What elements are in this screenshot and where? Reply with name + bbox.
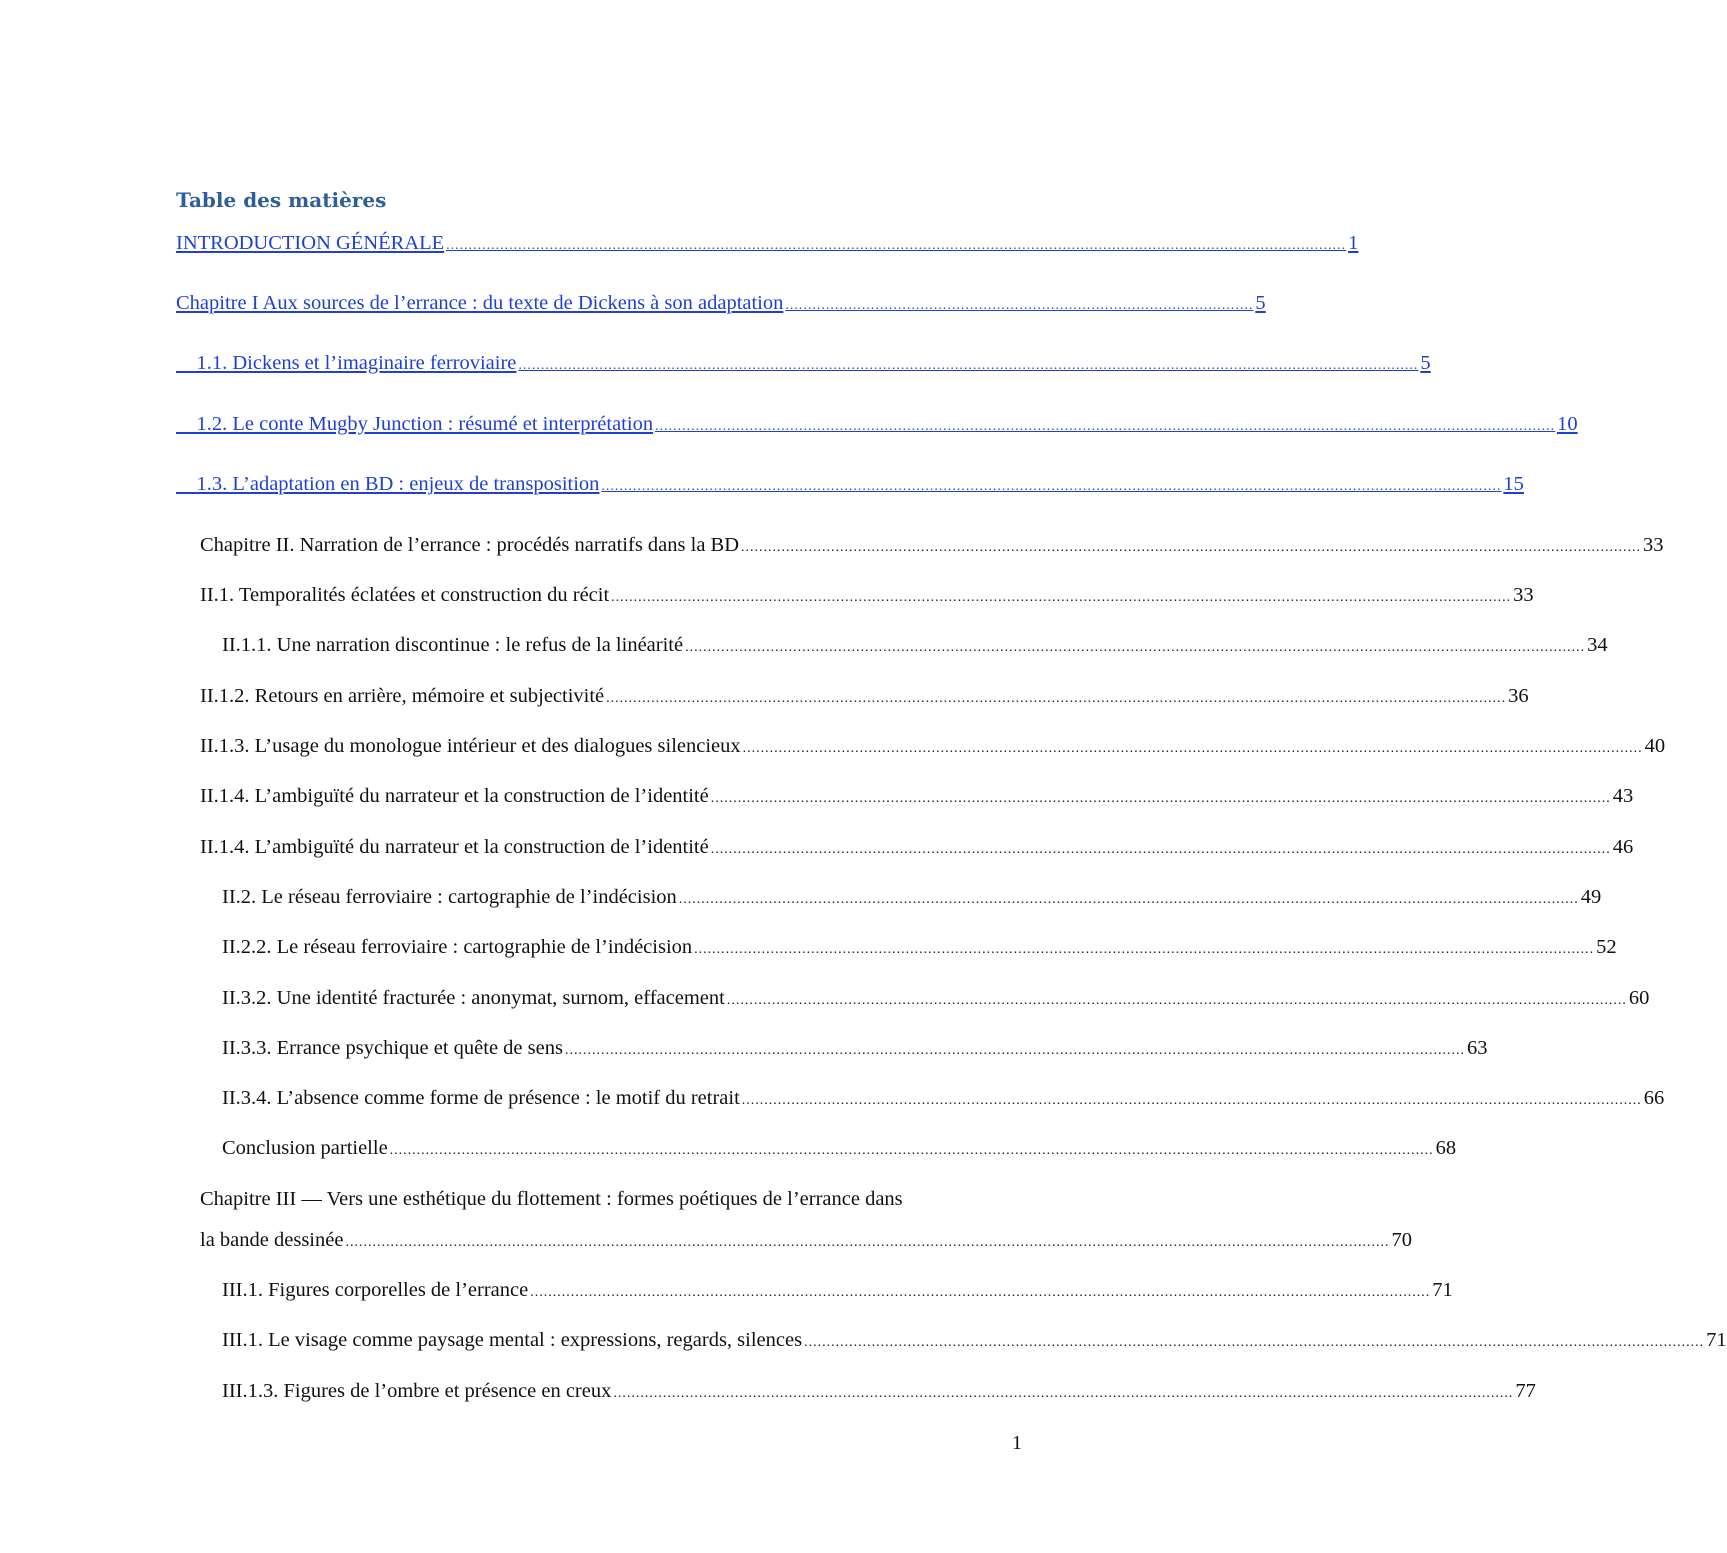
toc-entry-page: 34 <box>1587 634 1608 656</box>
dot-leader: ........................................................................................................................................................................................................ <box>606 691 1507 706</box>
toc-entry-page: 63 <box>1466 1037 1488 1059</box>
toc-entry-label: II.1.1. Une narration discontinue : le refus de la linéarité <box>222 634 684 656</box>
toc-entry-label: II.2.2. Le réseau ferroviaire : cartographie de l’indécision <box>222 936 693 958</box>
toc-entry-page: 5 <box>1255 292 1266 314</box>
dot-leader: ........................................................................................................................................................................................................ <box>678 892 1579 907</box>
toc-entry-page: 60 <box>1628 987 1650 1009</box>
dot-leader: ........................................................................................................................................................................................................ <box>726 993 1627 1008</box>
dot-leader: ........................................................................................................................................................................................................ <box>530 1285 1431 1300</box>
toc-entry-chapter-2 <box>200 532 1664 561</box>
toc-entry-2-1 <box>200 582 1534 611</box>
toc-entry-2-3-3 <box>222 1035 1488 1064</box>
dot-leader: ........................................................................................................................................................................................................ <box>601 479 1502 494</box>
toc-entry-label: II.3.4. L’absence comme forme de présence : le motif du retrait <box>222 1087 740 1109</box>
dot-leader: ........................................................................................................................................................................................................ <box>685 640 1586 655</box>
toc-entry-label: III.1. Le visage comme paysage mental : expressions, regards, silences <box>222 1329 803 1351</box>
dot-leader: ........................................................................................................................................................................................................................................ <box>345 1235 1390 1250</box>
toc-entry-2-1-1 <box>222 632 1608 661</box>
toc-entry-page: 66 <box>1643 1087 1665 1109</box>
toc-entry-2-3-2 <box>222 985 1650 1014</box>
toc-entry-3-1 <box>222 1277 1453 1306</box>
dot-leader: ........................................................................................................................................................................................................ <box>804 1335 1705 1350</box>
dot-leader: ........................................................................................................................................................................................................ <box>446 238 1347 253</box>
dot-leader: ........................................................................................................................................................................................................ <box>742 741 1643 756</box>
toc-entry-label: II.1.2. Retours en arrière, mémoire et subjectivité <box>200 685 605 707</box>
toc-entry-page: 15 <box>1503 473 1524 495</box>
toc-entry-3-1-b <box>222 1327 1727 1356</box>
toc-entry-page: 36 <box>1508 685 1529 707</box>
dot-leader: ........................................................................................................................................................................................................ <box>741 540 1642 555</box>
toc-entry-label: 1.3. L’adaptation en BD : enjeux de transposition <box>176 473 600 495</box>
toc-entry-page: 71 <box>1706 1329 1727 1351</box>
dot-leader: ........................................................................................................................................................................................................ <box>613 1386 1514 1401</box>
dot-leader: ........................................................................................................................................................................................................ <box>564 1043 1465 1058</box>
toc-entry-label: II.2. Le réseau ferroviaire : cartographie de l’indécision <box>222 886 677 908</box>
toc-entry-line2 <box>200 1220 1412 1263</box>
toc-entry-label-line2: la bande dessinée <box>200 1229 344 1251</box>
toc-entry-page: 33 <box>1513 584 1534 606</box>
toc-entry-page: 40 <box>1644 735 1666 757</box>
dot-leader: ........................................................................................................................................................................................................ <box>655 419 1556 434</box>
toc-entry-chapter-1[interactable] <box>176 290 1266 319</box>
toc-entry-label: II.3.2. Une identité fracturée : anonymat, surnom, effacement <box>222 987 725 1009</box>
toc-entry-1-1[interactable] <box>176 350 1431 379</box>
dot-leader: ........................................................................................................................................................................................................ <box>518 358 1419 373</box>
dot-leader: ........................................................................................................................................................................................................ <box>710 791 1611 806</box>
toc-entry-page: 46 <box>1612 836 1634 858</box>
toc-entry-page: 33 <box>1643 534 1664 556</box>
toc-entry-label: II.1.4. L’ambiguïté du narrateur et la construction de l’identité <box>200 785 709 807</box>
toc-entry-label: Conclusion partielle <box>222 1137 388 1159</box>
toc-entry-2-1-2 <box>200 683 1529 712</box>
dot-leader: ........................................................................................................................................................................................................ <box>741 1093 1642 1108</box>
toc-entry-label: 1.1. Dickens et l’imaginaire ferroviaire <box>176 352 517 374</box>
toc-entry-2-2 <box>222 884 1602 913</box>
toc-entry-label: II.1.4. L’ambiguïté du narrateur et la construction de l’identité <box>200 836 709 858</box>
toc-entry-3-1-3 <box>222 1378 1536 1407</box>
toc-entry-page: 10 <box>1557 413 1578 435</box>
toc-entry-1-3[interactable] <box>176 471 1524 500</box>
toc-title: Table des matières <box>176 188 387 212</box>
toc-entry-page: 52 <box>1596 936 1617 958</box>
toc-entry-label: II.1.3. L’usage du monologue intérieur et des dialogues silencieux <box>200 735 741 757</box>
toc-entry-page: 1 <box>1348 232 1359 254</box>
dot-leader: ........................................................................................................................................................................................................ <box>694 942 1595 957</box>
toc-entry-page: 77 <box>1515 1380 1536 1402</box>
toc-entry-page: 49 <box>1580 886 1602 908</box>
toc-entry-chapter-3 <box>200 1179 1412 1263</box>
toc-entry-2-1-4-b <box>200 834 1634 863</box>
toc-entry-page: 68 <box>1435 1137 1457 1159</box>
toc-entry-2-1-3 <box>200 733 1666 762</box>
toc-entry-page: 43 <box>1612 785 1634 807</box>
dot-leader: ........................................................................................................................................................................................................ <box>611 590 1512 605</box>
toc-entry-page: 71 <box>1432 1279 1453 1301</box>
toc-entry-2-1-4 <box>200 783 1634 812</box>
toc-entry-label: INTRODUCTION GÉNÉRALE <box>176 232 445 254</box>
toc-entry-2-2-2 <box>222 934 1617 963</box>
toc-entry-conclusion-partielle <box>222 1135 1457 1164</box>
toc-entry-label-line1: Chapitre III — Vers une esthétique du flottement : formes poétiques de l’errance dans <box>200 1188 903 1210</box>
page-number: 1 <box>1012 1432 1022 1454</box>
dot-leader: ........................................................................................................ <box>785 298 1254 313</box>
toc-entry-1-2[interactable] <box>176 411 1578 440</box>
toc-entry-label: II.3.3. Errance psychique et quête de sens <box>222 1037 563 1059</box>
dot-leader: ........................................................................................................................................................................................................................................ <box>389 1143 1434 1158</box>
toc-entry-label: Chapitre II. Narration de l’errance : procédés narratifs dans la BD <box>200 534 740 556</box>
toc-entry-label: III.1. Figures corporelles de l’errance <box>222 1279 529 1301</box>
toc-entry-label: III.1.3. Figures de l’ombre et présence en creux <box>222 1380 612 1402</box>
toc-entry-label: 1.2. Le conte Mugby Junction : résumé et interprétation <box>176 413 654 435</box>
toc-entry-page: 5 <box>1420 352 1431 374</box>
toc-entry-label: II.1. Temporalités éclatées et construction du récit <box>200 584 610 606</box>
toc-entry-introduction[interactable] <box>176 230 1359 259</box>
dot-leader: ........................................................................................................................................................................................................ <box>710 842 1611 857</box>
toc-entry-page: 70 <box>1391 1229 1412 1251</box>
toc-entry-label: Chapitre I Aux sources de l’errance : du texte de Dickens à son adaptation <box>176 292 784 314</box>
toc-entry-2-3-4 <box>222 1085 1665 1114</box>
